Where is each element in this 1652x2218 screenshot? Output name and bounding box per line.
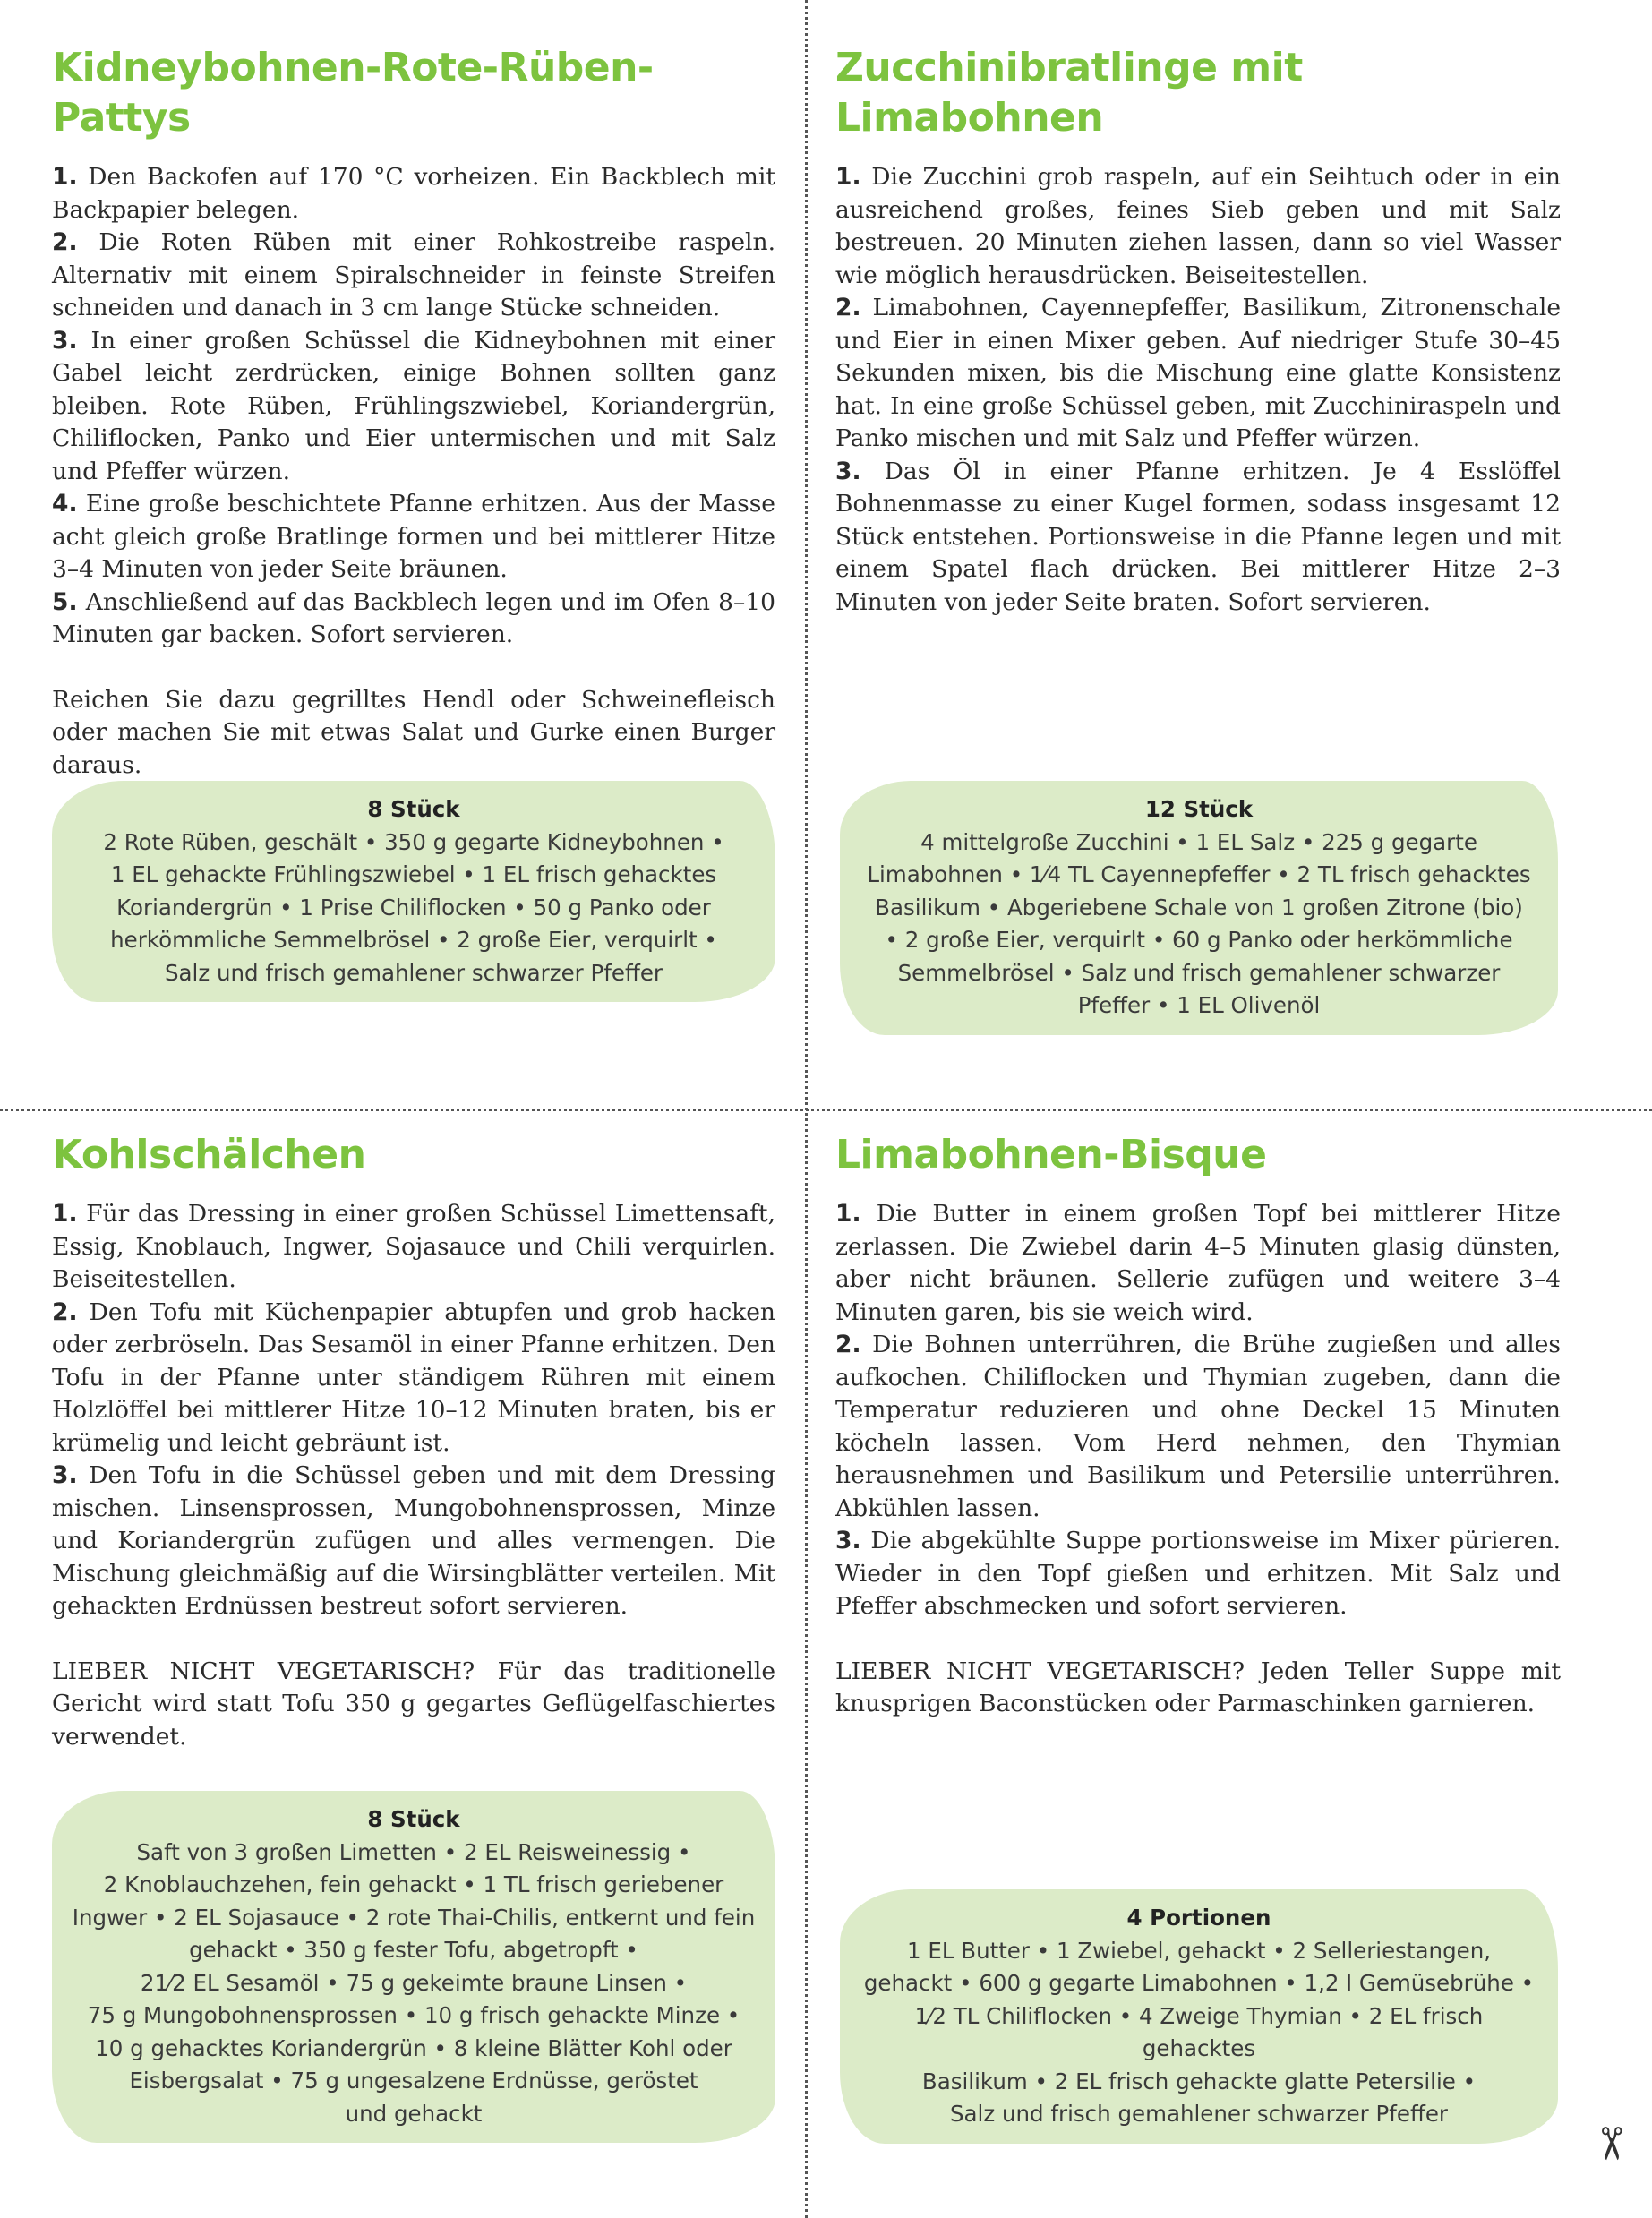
ingredient-line: gehackt • 350 g fester Tofu, abgetropft • <box>189 1937 638 1963</box>
ingredient-line: 2 Knoblauchzehen, fein gehackt • 1 TL frisch geriebener <box>103 1871 724 1897</box>
ingredient-line: Ingwer • 2 EL Sojasauce • 2 rote Thai-Chilis, entkernt und fein <box>72 1904 756 1931</box>
ingredients-box <box>52 781 775 1002</box>
ingredient-line: 1⁄2 TL Chiliflocken • 4 Zweige Thymian • 2 EL frisch gehacktes <box>914 2002 1484 2061</box>
recipe-note: Reichen Sie dazu gegrilltes Hendl oder Schweinefleisch oder machen Sie mit etwas Salat und Gurke einen Burger daraus. <box>52 685 775 779</box>
recipe-title: Limabohnen-Bisque <box>835 1132 1267 1178</box>
recipe-note: LIEBER NICHT VEGETARISCH? Jeden Teller Suppe mit knusprigen Baconstücken oder Parmaschinken garnieren. <box>835 1657 1561 1717</box>
yield-label: 8 Stück <box>367 1806 460 1832</box>
recipe-step: 5. Anschließend auf das Backblech legen und im Ofen 8–10 Minuten gar backen. Sofort servieren. <box>52 587 775 648</box>
recipe-step: 2. Limabohnen, Cayennepfeffer, Basilikum, Zitronenschale und Eier in einen Mixer geben. Auf niedriger Stufe 30–45 Sekunden mixen, bis die Mischung eine glatte Konsistenz hat. In eine große Schüssel geben, mit Zucchiniraspeln und Panko mischen und mit Salz und Pfeffer würzen. <box>835 294 1561 452</box>
horizontal-cut-line <box>0 1109 1652 1111</box>
recipe-step: 3. In einer großen Schüssel die Kidneybohnen mit einer Gabel leicht zerdrücken, einige Bohnen sollten ganz bleiben. Rote Rüben, Frühlingszwiebel, Koriandergrün, Chiliflocken, Panko und Eier untermischen und mit Salz und Pfeffer würzen. <box>52 326 775 485</box>
ingredient-line: Pfeffer • 1 EL Olivenöl <box>1077 992 1321 1018</box>
ingredient-line: 10 g gehacktes Koriandergrün • 8 kleine Blätter Kohl oder <box>95 2034 732 2061</box>
ingredient-line: • 2 große Eier, verquirlt • 60 g Panko oder herkömmliche <box>885 927 1513 953</box>
ingredient-line: 75 g Mungobohnensprossen • 10 g frisch gehackte Minze • <box>87 2002 740 2028</box>
ingredient-line: Limabohnen • 1⁄4 TL Cayennepfeffer • 2 TL frisch gehacktes <box>867 861 1531 887</box>
recipe-step: 1. Den Backofen auf 170 °C vorheizen. Ein Backblech mit Backpapier belegen. <box>52 163 775 224</box>
recipe-card-kidneybohnen <box>52 43 775 782</box>
ingredients-box <box>840 1889 1558 2144</box>
recipe-step: 3. Die abgekühlte Suppe portionsweise im Mixer pürieren. Wieder in den Topf gießen und erhitzen. Mit Salz und Pfeffer abschmecken und sofort servieren. <box>835 1527 1561 1620</box>
ingredient-line: Saft von 3 großen Limetten • 2 EL Reisweinessig • <box>136 1838 691 1865</box>
recipe-step: 1. Die Butter in einem großen Topf bei mittlerer Hitze zerlassen. Die Zwiebel darin 4–5 Minuten glasig dünsten, aber nicht bräunen. Sellerie zufügen und weitere 3–4 Minuten garen, bis sie weich wird. <box>835 1200 1561 1326</box>
ingredient-line: Semmelbrösel • Salz und frisch gemahlener schwarzer <box>897 959 1501 986</box>
recipe-step: 2. Den Tofu mit Küchenpapier abtupfen und grob hacken oder zerbröseln. Das Sesamöl in einer Pfanne erhitzen. Den Tofu in der Pfanne unter ständigem Rühren mit einem Holzlöffel bei mittlerer Hitze 10–12 Minuten braten, bis er krümelig und leicht gebräunt ist. <box>52 1297 775 1457</box>
ingredient-line: Salz und frisch gemahlener schwarzer Pfeffer <box>164 959 663 986</box>
recipe-step: 1. Die Zucchini grob raspeln, auf ein Seihtuch oder in ein ausreichend großes, feines Sieb geben und mit Salz bestreuen. 20 Minuten ziehen lassen, dann so viel Wasser wie möglich herausdrücken. Beiseitestellen. <box>835 163 1561 289</box>
recipe-title: Kidneybohnen-Rote-Rüben-Pattys <box>52 45 654 141</box>
recipe-card-zucchinibratlinge <box>835 43 1561 619</box>
recipe-title: Zucchinibratlinge mit Limabohnen <box>835 45 1303 141</box>
ingredient-line: Koriandergrün • 1 Prise Chiliflocken • 50 g Panko oder <box>116 894 711 921</box>
ingredient-line: Basilikum • Abgeriebene Schale von 1 großen Zitrone (bio) <box>875 894 1523 921</box>
recipe-step: 1. Für das Dressing in einer großen Schüssel Limettensaft, Essig, Knoblauch, Ingwer, Sojasauce und Chili verquirlen. Beiseitestellen. <box>52 1200 775 1293</box>
yield-label: 12 Stück <box>1144 796 1254 822</box>
ingredient-line: 2 Rote Rüben, geschält • 350 g gegarte Kidneybohnen • <box>103 828 724 855</box>
ingredient-line: Basilikum • 2 EL frisch gehackte glatte Petersilie • <box>921 2068 1477 2094</box>
scissors-icon: ✂ <box>1584 2125 1637 2162</box>
recipe-step: 3. Den Tofu in die Schüssel geben und mit dem Dressing mischen. Linsensprossen, Mungobohnensprossen, Minze und Koriandergrün zufügen und alles vermengen. Die Mischung gleichmäßig auf die Wirsingblätter verteilen. Mit gehackten Erdnüssen bestreut sofort servieren. <box>52 1461 775 1620</box>
recipe-card-kohlschaelchen <box>52 1130 775 1753</box>
recipe-step: 2. Die Roten Rüben mit einer Rohkostreibe raspeln. Alternativ mit einem Spiralschneider in feinste Streifen schneiden und danach in 3 cm lange Stücke schneiden. <box>52 228 775 321</box>
recipe-step: 2. Die Bohnen unterrühren, die Brühe zugießen und alles aufkochen. Chiliflocken und Thymian zugeben, dann die Temperatur reduzieren und ohne Deckel 15 Minuten köcheln lassen. Vom Herd nehmen, den Thymian herausnehmen und Basilikum und Petersilie unterrühren. Abkühlen lassen. <box>835 1331 1561 1522</box>
recipe-card-limabohnen-bisque <box>835 1130 1561 1721</box>
ingredients-box <box>52 1791 775 2143</box>
recipe-step: 4. Eine große beschichtete Pfanne erhitzen. Aus der Masse acht gleich große Bratlinge formen und bei mittlerer Hitze 3–4 Minuten von jeder Seite bräunen. <box>52 490 775 583</box>
yield-label: 4 Portionen <box>1126 1905 1271 1931</box>
yield-label: 8 Stück <box>367 796 460 822</box>
ingredient-line: 1 EL gehackte Frühlingszwiebel • 1 EL frisch gehacktes <box>110 861 717 887</box>
ingredient-line: und gehackt <box>345 2100 483 2127</box>
ingredient-line: Salz und frisch gemahlener schwarzer Pfeffer <box>949 2101 1449 2127</box>
recipe-step: 3. Das Öl in einer Pfanne erhitzen. Je 4 Esslöffel Bohnenmasse zu einer Kugel formen, sodass insgesamt 12 Stück entstehen. Portionsweise in die Pfanne legen und mit einem Spatel flach drücken. Bei mittlerer Hitze 2–3 Minuten von jeder Seite braten. Sofort servieren. <box>835 457 1561 616</box>
ingredient-line: 4 mittelgroße Zucchini • 1 EL Salz • 225 g gegarte <box>920 828 1477 855</box>
ingredient-line: gehackt • 600 g gegarte Limabohnen • 1,2 l Gemüsebrühe • <box>863 1970 1535 1996</box>
ingredient-line: 21⁄2 EL Sesamöl • 75 g gekeimte braune Linsen • <box>140 1969 688 1996</box>
recipe-title: Kohlschälchen <box>52 1132 366 1178</box>
ingredient-line: 1 EL Butter • 1 Zwiebel, gehackt • 2 Selleriestangen, <box>906 1937 1492 1964</box>
ingredient-line: herkömmliche Semmelbrösel • 2 große Eier, verquirlt • <box>110 927 717 953</box>
ingredients-box <box>840 781 1558 1035</box>
ingredient-line: Eisbergsalat • 75 g ungesalzene Erdnüsse, geröstet <box>129 2068 698 2094</box>
recipe-note: LIEBER NICHT VEGETARISCH? Für das traditionelle Gericht wird statt Tofu 350 g gegartes Geflügelfaschiertes verwendet. <box>52 1657 775 1751</box>
